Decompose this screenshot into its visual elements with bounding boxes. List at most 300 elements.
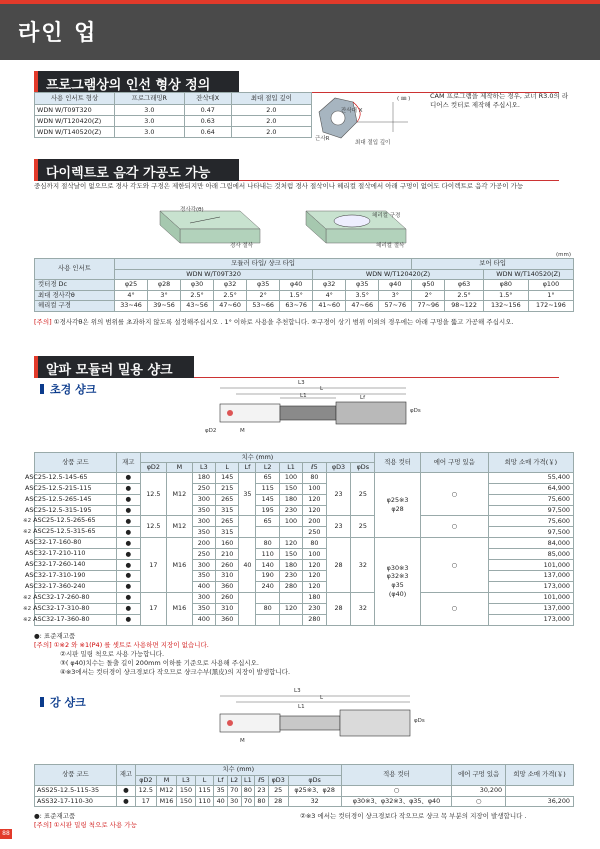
price: 30,200 [452, 786, 506, 797]
cell: 265 [216, 494, 239, 505]
cell: 80 [303, 472, 326, 483]
subtitle-carbide-shank: 초경 샹크 [40, 381, 96, 397]
cell: 2.5° [445, 290, 483, 301]
cell: 360 [216, 581, 239, 592]
cell: 110 [195, 796, 214, 807]
code-text: ASC32-17-360-80 [33, 614, 90, 623]
dim-m: M [240, 428, 245, 434]
dim-l3: L3 [294, 688, 301, 694]
cell: 80 [256, 603, 279, 614]
cell: φ32 [313, 280, 346, 291]
cell: 300 [192, 494, 215, 505]
cell: 140 [256, 560, 279, 571]
steel-note-right: ②※3 에서는 컷터경이 샹크경보다 작으므로 샹크 목 부분의 지장이 발생합니다 . [300, 812, 527, 820]
cell: 47~66 [346, 301, 379, 312]
cell: 39~56 [148, 301, 181, 312]
table-row [35, 549, 574, 560]
price: 64,900 [488, 483, 573, 494]
product-code [23, 527, 117, 538]
product-code [25, 505, 117, 516]
cell: 230 [279, 570, 302, 581]
cell: 180 [279, 494, 302, 505]
product-code: ASS25-12.5-115-35 [35, 786, 117, 797]
dim-header: L [216, 462, 239, 472]
product-code [25, 560, 117, 571]
table-row [35, 483, 574, 494]
stock-mark: ● [117, 483, 141, 494]
engraving-note: [주의] ①경사각θ은 위의 범위를 초과하지 않도록 설정해주십시오 . 1° 이하로 사용을 추천합니다. ②구경이 상기 범위 이외의 경우에는 아래 구멍을 뚫고 가공해 주십시오. [34, 318, 514, 326]
insert-shape-diagram [313, 92, 421, 150]
table-row [35, 796, 574, 807]
cell: φ35 [346, 280, 379, 291]
code-text: ASC32-17-310-190 [25, 570, 86, 579]
price: 173,000 [488, 581, 573, 592]
product-code [25, 472, 117, 483]
cell: ○ [452, 796, 506, 807]
cell [239, 516, 256, 538]
product-code [25, 538, 117, 549]
cell: φ80 [483, 280, 528, 291]
cell: 3.5° [346, 290, 379, 301]
cam-note: CAM 프로그램을 제작하는 경우, 코너 R3.0의 라디어스 컷터로 제작해 주십시오. [430, 92, 569, 109]
table-row [35, 603, 574, 614]
price: 36,200 [506, 796, 574, 807]
dim-header: ℓ5 [255, 775, 269, 786]
code-text: ASC25-12.5-145-65 [25, 472, 88, 481]
stock-mark: ● [117, 592, 141, 603]
dim-header: L [195, 775, 214, 786]
cell: 110 [256, 549, 279, 560]
cell: 120 [279, 538, 302, 549]
dim-m: M [240, 738, 245, 744]
dim-header: φD2 [140, 462, 166, 472]
cell: 230 [279, 505, 302, 516]
stock-mark: ● [117, 581, 141, 592]
cell: 25 [351, 472, 375, 516]
cell: 265 [216, 516, 239, 527]
section-rule [194, 377, 559, 378]
air-hole: ○ [420, 516, 488, 538]
table-row [35, 786, 574, 797]
cell [279, 592, 302, 603]
cell: 145 [216, 472, 239, 483]
cell: 260 [216, 560, 239, 571]
cell: 120 [303, 505, 326, 516]
cell: φ40 [280, 280, 313, 291]
cell: 40 [214, 796, 228, 807]
dim-l: L [320, 695, 324, 701]
cell: φ35 [247, 280, 280, 291]
helical-diagram [296, 203, 416, 251]
cell: 32 [351, 592, 375, 625]
label-mm: ( ㎜ ) [397, 96, 411, 102]
cell: 2° [412, 290, 445, 301]
cell: 80 [256, 538, 279, 549]
cell: 315 [216, 505, 239, 516]
cell [256, 527, 279, 538]
table-row [35, 570, 574, 581]
code-text: ASC32-17-360-240 [25, 581, 86, 590]
cell: 172~196 [528, 301, 573, 312]
unit-mm: (mm) [556, 252, 572, 258]
code-text: ASC25-12.5-265-65 [33, 516, 96, 525]
cell: 160 [216, 538, 239, 549]
cell: φ40 [379, 280, 412, 291]
cell: 280 [303, 614, 326, 625]
product-code [25, 494, 117, 505]
dim-header: ℓ5 [303, 462, 326, 472]
cell: 2° [247, 290, 280, 301]
code-text: ASC25-12.5-265-145 [25, 494, 92, 503]
cell: 350 [192, 505, 215, 516]
cell: ○ [341, 786, 451, 797]
cell: 98~122 [445, 301, 483, 312]
cell: 120 [303, 570, 326, 581]
stock-mark: ● [117, 549, 141, 560]
cell: 350 [192, 603, 215, 614]
cell: 115 [256, 483, 279, 494]
cell: 180 [279, 560, 302, 571]
dim-header: L1 [279, 462, 302, 472]
cell: 120 [303, 560, 326, 571]
air-hole: ○ [420, 592, 488, 625]
air-hole: ○ [420, 472, 488, 516]
cell: ● [117, 786, 136, 797]
cell: 310 [216, 603, 239, 614]
stock-mark: ● [117, 538, 141, 549]
cell: 150 [177, 796, 196, 807]
cell: 300 [192, 560, 215, 571]
dim-ds: φDs [410, 408, 421, 414]
cell: ● [117, 796, 136, 807]
cell: 100 [279, 516, 302, 527]
cell: 12.5 [135, 786, 156, 797]
cell: 120 [303, 581, 326, 592]
cell: 400 [192, 614, 215, 625]
cell: φ25 [115, 280, 148, 291]
price: 97,500 [488, 505, 573, 516]
ramp-diagram [150, 203, 270, 251]
dim-header: φD3 [326, 462, 351, 472]
cell: 115 [195, 786, 214, 797]
label-depth: 최대 절입 깊이 [355, 140, 391, 146]
price: 173,000 [488, 614, 573, 625]
price: 137,000 [488, 603, 573, 614]
cell: 195 [256, 505, 279, 516]
cell: 132~156 [483, 301, 528, 312]
dim-header: φDs [288, 775, 341, 786]
cell: 65 [256, 516, 279, 527]
table-row [35, 592, 574, 603]
cell [279, 614, 302, 625]
cell [256, 614, 279, 625]
cell: 25 [351, 516, 375, 538]
cell: 3° [379, 290, 412, 301]
section-title-direct-engraving: 다이렉트로 음각 가공도 가능 [34, 159, 239, 181]
cell: 145 [256, 494, 279, 505]
cell: 400 [192, 581, 215, 592]
cutter-size: φ25※3 [386, 496, 409, 505]
code-text: ASC32-17-210-110 [25, 549, 86, 558]
cell: 150 [177, 786, 196, 797]
table-row [35, 472, 574, 483]
cell [239, 592, 256, 625]
stock-mark: ● [117, 494, 141, 505]
cell: 300 [192, 516, 215, 527]
cell: 4° [313, 290, 346, 301]
cell: 350 [192, 570, 215, 581]
cell: 100 [303, 483, 326, 494]
product-code [25, 570, 117, 581]
table-row [35, 614, 574, 625]
table-row [35, 516, 574, 527]
cell: 190 [256, 570, 279, 581]
note-mark: ※2 [23, 594, 32, 601]
cell: 77~96 [412, 301, 445, 312]
cell: φ25※3、φ28 [288, 786, 341, 797]
section-rule [239, 180, 559, 181]
cell: 35 [239, 472, 256, 516]
dim-header: Lf [214, 775, 228, 786]
cell: 250 [303, 527, 326, 538]
cell: 35 [214, 786, 228, 797]
price: 101,000 [488, 592, 573, 603]
code-text: ASC32-17-260-140 [25, 560, 86, 569]
cell: 315 [216, 527, 239, 538]
cell: 260 [216, 592, 239, 603]
cell: 120 [279, 603, 302, 614]
code-text: ASC25-12.5-215-115 [25, 483, 92, 492]
dim-l3: L3 [298, 380, 305, 386]
cell: 47~60 [214, 301, 247, 312]
section-title-alpha-modular-shank: 알파 모듈러 밀용 샹크 [34, 356, 194, 378]
stock-mark: ● [117, 505, 141, 516]
table-row [35, 581, 574, 592]
table-row [35, 560, 574, 571]
product-code: ASS32-17-110-30 [35, 796, 117, 807]
cell: 28 [326, 538, 351, 593]
code-text: ASC32-17-260-80 [33, 592, 90, 601]
cell: 17 [135, 796, 156, 807]
cell: 25 [268, 786, 288, 797]
cell: 70 [241, 796, 255, 807]
cell: 80 [255, 796, 269, 807]
cell: 200 [303, 516, 326, 527]
dim-header: L3 [177, 775, 196, 786]
cutter-size: φ35 [391, 581, 404, 590]
stock-mark: ● [117, 614, 141, 625]
cell: 80 [241, 786, 255, 797]
price: 85,000 [488, 549, 573, 560]
cell: M16 [167, 592, 193, 625]
price: 97,500 [488, 527, 573, 538]
note-mark: ※2 [23, 616, 32, 623]
cell [256, 592, 279, 603]
page-header [0, 0, 600, 60]
cell: 43~56 [181, 301, 214, 312]
dim-header: φDs [351, 462, 375, 472]
cell: 150 [279, 483, 302, 494]
product-code [23, 592, 117, 603]
cutter-size: φ32※3 [386, 572, 409, 581]
note-mark: ※2 [23, 529, 32, 536]
cell: 57~76 [379, 301, 412, 312]
cell: 65 [256, 472, 279, 483]
stock-mark: ● [117, 472, 141, 483]
cell: 100 [303, 549, 326, 560]
cutter-size: (φ40) [388, 590, 407, 599]
cell: 12.5 [140, 516, 166, 538]
stock-mark: ● [117, 527, 141, 538]
steel-notes: ●: 표준재고품 [주의] ①시판 밀링 척으로 사용 가능 [34, 812, 137, 829]
cutter-size: φ30※3 [386, 563, 409, 572]
code-text: ASC25-12.5-315-195 [25, 505, 92, 514]
cell: 28 [268, 796, 288, 807]
cell: 23 [255, 786, 269, 797]
cell: 1.5° [280, 290, 313, 301]
dim-header: L2 [256, 462, 279, 472]
cell: 1° [528, 290, 573, 301]
dim-l1: L1 [300, 393, 307, 399]
cell: 32 [288, 796, 341, 807]
label-helical: 헤리컬 절삭 [376, 243, 405, 249]
applicable-cutter [375, 472, 421, 537]
dim-header: L1 [241, 775, 255, 786]
cell: 1.5° [483, 290, 528, 301]
page-number: 88 [0, 829, 12, 839]
page-title: 라인 업 [18, 21, 98, 46]
cell: 32 [351, 538, 375, 593]
dim-header: M [156, 775, 176, 786]
cell: φ50 [412, 280, 445, 291]
cell: 63~76 [280, 301, 313, 312]
price: 55,400 [488, 472, 573, 483]
table-row [35, 538, 574, 549]
cell [279, 527, 302, 538]
label-ramp: 경사 절삭 [230, 243, 254, 249]
cell: M16 [167, 538, 193, 593]
price: 75,600 [488, 516, 573, 527]
product-code [23, 603, 117, 614]
label-x: 잔삭대 X [341, 108, 363, 114]
dim-l1: L1 [298, 704, 305, 710]
dim-lf: Lf [360, 395, 366, 401]
product-code [25, 549, 117, 560]
cell: 230 [303, 603, 326, 614]
note-mark: ※2 [23, 605, 32, 612]
cell: 350 [192, 527, 215, 538]
air-hole: ○ [420, 538, 488, 593]
cell: 180 [192, 472, 215, 483]
table-row [35, 527, 574, 538]
cell: 23 [326, 516, 351, 538]
dim-header: L2 [227, 775, 241, 786]
code-text: ASC25-12.5-315-65 [33, 527, 96, 536]
product-code [23, 614, 117, 625]
header-accent [0, 0, 600, 4]
cell: 17 [140, 592, 166, 625]
cell: 100 [279, 472, 302, 483]
cell: φ30 [181, 280, 214, 291]
cell: M16 [156, 796, 176, 807]
label-angle: 경사각(θ) [180, 207, 204, 213]
insert-shape-table: 사용 인서트 형상 프로그래밍R 잔삭대X 최대 절입 깊이 WDN W/T09T320 3.0 0.47 2.0 WDN W/T120420(Z) 3.0 0.63 2.0 WDN W/T140520(Z) 3.0 0.64 2.0 [34, 92, 312, 138]
subtitle-steel-shank: 강 샹크 [40, 694, 86, 710]
stock-mark: ● [117, 516, 141, 527]
cell: 80 [303, 538, 326, 549]
price: 101,000 [488, 560, 573, 571]
engraving-table: 사용 인서트 모듈러 타입/ 샹크 타입 보어 타입 WDN W/T09T320 WDN W/T120420(Z) WDN W/T140520(Z) 컷터경 Dc φ25 φ28 φ30 φ32 φ35 φ40 φ32 φ35 φ40 φ50 φ63 φ80 φ100 최대 경사각θ 4° 3° 2.5° 2.5° 2° 1.5° 4° 3.5° 3° 2° 2.5° 1.5° 1° 헤리컬 구경 33~46 39~56 43~56 47~60 53~66 63~76 41~60 47~66 57~76 77~96 98~122 132~156 172~196 [34, 258, 574, 312]
table-row [35, 505, 574, 516]
cell: 70 [227, 786, 241, 797]
stock-mark: ● [117, 603, 141, 614]
cell: M12 [167, 516, 193, 538]
stock-mark: ● [117, 560, 141, 571]
table-row [35, 494, 574, 505]
cell: φ63 [445, 280, 483, 291]
carbide-notes: ●: 표준재고품 [주의] ①※2 와 ※1(P4) 를 셋트로 사용하면 지장이 없습니다. ②시판 밀링 척으로 사용 가능합니다. ③( φ40)치수는 돌출 길이 200mm 이하를 기준으로 사용해 주십시오. ④※3에서는 컷터경이 샹크경보다 작으므로 샹크수부(黑皮)의 지장이 발생합니다. [34, 632, 291, 676]
cell: 3° [148, 290, 181, 301]
cell: 250 [192, 483, 215, 494]
steel-shank-table: 상품 코드 재고 치수 (mm) 적용 컷터 에어 구멍 있음 희망 소매 가격(￥) φD2 M L3 L Lf L2 L1 ℓ5 φD3 φDs ASS25-12.5-115-35 ● 12.5 M12 150 115 35 70 80 23 25 φ25※3、φ28 ○ 30,200 ASS32-17-110-30 ● 17 M16 150 110 40 30 70 80 28 32 φ30※3、φ32※3、φ35、φ40 ○ 36,200 [34, 764, 574, 807]
cell: 30 [227, 796, 241, 807]
stock-mark: ● [117, 570, 141, 581]
cell: 250 [192, 549, 215, 560]
dim-header: L3 [192, 462, 215, 472]
label-helical-diameter: 헤리컬 구경 [372, 213, 401, 219]
cell: φ30※3、φ32※3、φ35、φ40 [341, 796, 451, 807]
cell: 40 [239, 538, 256, 593]
dim-header: Lf [239, 462, 256, 472]
code-text: ASC32-17-160-80 [25, 538, 82, 547]
carbide-shank-drawing [200, 380, 430, 442]
cell: 33~46 [115, 301, 148, 312]
cell: φ32 [214, 280, 247, 291]
engraving-desc: 중심까지 절삭날이 없으므로 경사 각도와 구경은 제한되지만 아래 그림에서 나타내는 것처럼 경사 절삭이나 헤리컬 절삭에서 아래 구멍이 없어도 다이렉트로 음각 가공이 가능 [34, 182, 524, 190]
price: 84,000 [488, 538, 573, 549]
cell: 310 [216, 570, 239, 581]
cell: 200 [192, 538, 215, 549]
dim-l: L [320, 386, 324, 392]
cell: 17 [140, 538, 166, 593]
cell: 120 [303, 494, 326, 505]
cell: 2.5° [181, 290, 214, 301]
cell: 53~66 [247, 301, 280, 312]
dim-d2: φD2 [205, 428, 217, 434]
cell: 300 [192, 592, 215, 603]
cell: φ28 [148, 280, 181, 291]
steel-shank-drawing [200, 688, 430, 752]
dim-ds: φDs [414, 718, 425, 724]
cell: 280 [279, 581, 302, 592]
section-title-insert-shape: 프로그램상의 인선 형상 정의 [34, 71, 239, 93]
product-code [23, 516, 117, 527]
cell: 12.5 [140, 472, 166, 516]
price: 137,000 [488, 570, 573, 581]
cell: 215 [216, 483, 239, 494]
cell: M12 [167, 472, 193, 516]
dim-header: φD2 [135, 775, 156, 786]
cell: 28 [326, 592, 351, 625]
code-text: ASC32-17-310-80 [33, 603, 90, 612]
cell: 180 [303, 592, 326, 603]
cell: 23 [326, 472, 351, 516]
price: 75,600 [488, 494, 573, 505]
cell: φ100 [528, 280, 573, 291]
carbide-shank-table: 상품 코드 재고 치수 (mm) 적용 컷터 에어 구멍 있음 희망 소매 가격(￥) φD2 M L3 L Lf L2 L1 ℓ5 φD3 φDs ASC25-12.5-145-65 ● 12.5 M12 180 145 35 65 100 80 23 25 φ25※3 φ28 ○ 55,400 ASC25-12.5-215-115 ● 250 215 115 150 100 64,900 ASC25-12.5-265-145 ● 300 265 145 180 120 75,600 ASC25-12.5-315-195 ● 350 315 195 230 120 97,500 ※2 ASC25-12.5-265-65 ● 12.5 M12 300 265 65 100 200 23 25 ○ 75,600 ※2 ASC25-12.5-315-65 ● 350 315 250 97,500 ASC32-17-160-80 ● 17 M16 200 160 40 80 120 80 28 32 φ30※3 φ32※3 φ35 (φ40) ○ 84,000 ASC32-17-210-110 ● 250 210 110 150 100 85,000 ASC32-17-260-140 ● 300 260 140 180 120 101,000 ASC32-17-310-190 ● 350 310 190 230 120 137,000 ASC32-17-360-240 ● 400 360 240 280 120 173,000 ※2 ASC32-17-260-80 ● 17 M16 300 260 180 28 32 ○ 101,000 ※2 ASC32-17-310-80 ● 350 310 80 120 230 137,000 ※2 ASC32-17-360-80 ● 400 360 280 173,000 [34, 452, 574, 626]
cell: 240 [256, 581, 279, 592]
cell: 41~60 [313, 301, 346, 312]
